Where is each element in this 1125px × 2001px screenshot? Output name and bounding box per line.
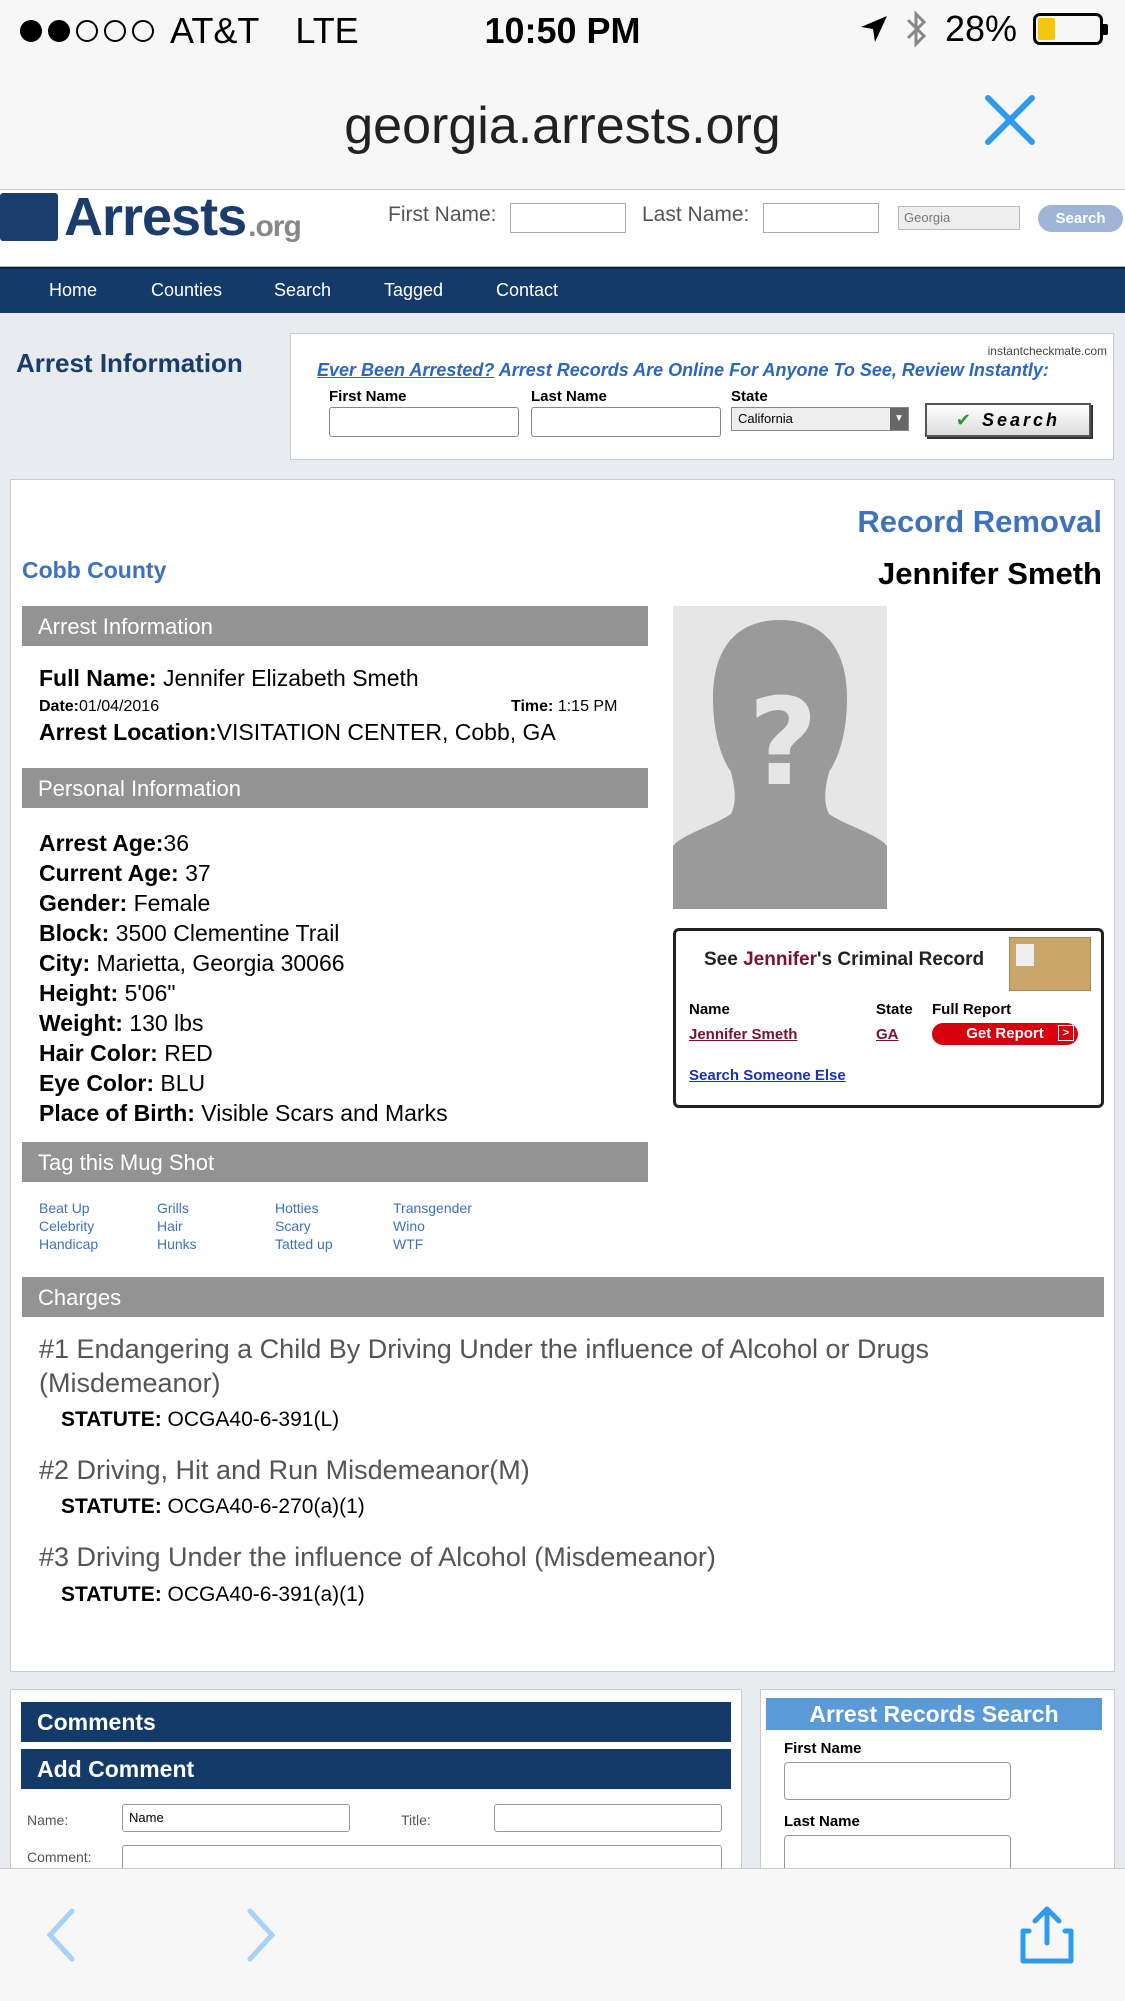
personal-field: Current Age: 37 xyxy=(39,860,211,886)
personal-information-header: Personal Information xyxy=(22,768,648,808)
add-comment-header: Add Comment xyxy=(21,1749,731,1789)
status-bar xyxy=(0,0,1125,62)
bluetooth-icon xyxy=(905,9,929,49)
site-header xyxy=(0,187,1125,267)
comment-name-input[interactable]: Name xyxy=(122,1804,350,1832)
ad-last-name-input[interactable] xyxy=(531,407,721,437)
full-name-value: Jennifer Elizabeth Smeth xyxy=(156,665,419,691)
county-link[interactable]: Cobb County xyxy=(22,557,167,583)
personal-field: Weight: 130 lbs xyxy=(39,1010,204,1036)
logo-main: Arrests xyxy=(64,187,247,247)
record-panel xyxy=(10,479,1115,1672)
mugshot-placeholder xyxy=(673,606,887,909)
logo-suffix: .org xyxy=(248,210,301,243)
forward-icon[interactable] xyxy=(230,1905,290,1965)
unknown-person-icon xyxy=(673,606,887,909)
full-name-label: Full Name: xyxy=(39,665,157,691)
comment-title-label: Title: xyxy=(401,1812,431,1828)
header-first-name-label: First Name: xyxy=(388,203,497,226)
charges-header: Charges xyxy=(22,1277,1104,1317)
criminal-record-title: See Jennifer's Criminal Record xyxy=(704,949,985,970)
ad-first-name-input[interactable] xyxy=(329,407,519,437)
personal-field: Gender: Female xyxy=(39,890,211,916)
record-removal-link[interactable]: Record Removal xyxy=(857,504,1102,539)
browser-toolbar xyxy=(0,1868,1125,2001)
time-field xyxy=(511,698,617,716)
charge-statute: STATUTE: OCGA40-6-270(a)(1) xyxy=(61,1495,365,1518)
ad-state-label: State xyxy=(731,388,768,405)
carrier-name: AT&T xyxy=(170,10,260,51)
comment-title-input[interactable] xyxy=(494,1804,722,1832)
back-icon[interactable] xyxy=(34,1905,94,1965)
close-icon[interactable] xyxy=(980,90,1040,150)
page-title: Arrest Information xyxy=(16,348,243,378)
personal-field: Height: 5'06" xyxy=(39,980,176,1006)
tag-link[interactable]: Hunks xyxy=(157,1236,197,1252)
comment-text-label: Comment: xyxy=(27,1849,92,1865)
header-search-button[interactable]: Search xyxy=(1038,205,1123,232)
site-logo[interactable] xyxy=(0,186,301,248)
folder-icon xyxy=(1009,937,1091,991)
nav-search[interactable]: Search xyxy=(274,280,332,300)
records-search-panel xyxy=(760,1689,1115,1889)
time-value: 1:15 PM xyxy=(553,698,618,715)
tag-link[interactable]: Wino xyxy=(393,1218,425,1234)
logo-badge-icon xyxy=(0,193,58,241)
location-arrow-icon xyxy=(859,14,889,44)
tag-link[interactable]: Tatted up xyxy=(275,1236,333,1252)
ad-tagline-text: Arrest Records Are Online For Anyone To See, Review Instantly: xyxy=(494,360,1049,380)
checkmark-icon: ✔ xyxy=(955,410,975,430)
header-first-name-input[interactable] xyxy=(510,203,626,233)
nav-counties[interactable]: Counties xyxy=(151,280,223,300)
search-someone-else-link[interactable]: Search Someone Else xyxy=(689,1067,846,1084)
share-icon[interactable] xyxy=(1017,1905,1077,1965)
cr-state-link[interactable]: GA xyxy=(876,1026,899,1043)
date-label: Date: xyxy=(39,698,80,715)
tag-link[interactable]: WTF xyxy=(393,1236,424,1252)
nav-contact[interactable]: Contact xyxy=(496,280,559,300)
ad-banner xyxy=(290,333,1114,460)
inmate-name: Jennifer Smeth xyxy=(878,556,1102,591)
clock: 10:50 PM xyxy=(484,10,641,51)
ad-brand: instantcheckmate.com xyxy=(987,344,1107,358)
personal-field: Arrest Age:36 xyxy=(39,830,189,856)
svg-text:?: ? xyxy=(748,674,818,813)
cr-state-header: State xyxy=(876,1001,913,1018)
network-type: LTE xyxy=(295,10,359,51)
charge-statute: STATUTE: OCGA40-6-391(a)(1) xyxy=(61,1583,365,1606)
criminal-record-box xyxy=(673,928,1104,1108)
tag-link[interactable]: Handicap xyxy=(39,1236,99,1252)
status-right xyxy=(859,8,1103,50)
battery-percent: 28% xyxy=(944,8,1017,49)
tag-link[interactable]: Beat Up xyxy=(39,1200,90,1216)
time-label: Time: xyxy=(511,698,554,715)
personal-field: Place of Birth: Visible Scars and Marks xyxy=(39,1100,448,1126)
nav-tagged[interactable]: Tagged xyxy=(384,280,444,300)
browser-url-bar xyxy=(0,62,1125,190)
arrest-information-header: Arrest Information xyxy=(22,606,648,646)
ad-tagline xyxy=(317,360,1049,381)
charge-title: #1 Endangering a Child By Driving Under the influence of Alcohol or Drugs (Misdemeanor) xyxy=(39,1334,930,1398)
tag-link[interactable]: Scary xyxy=(275,1218,311,1234)
tag-link[interactable]: Transgender xyxy=(393,1200,472,1216)
nav-home[interactable]: Home xyxy=(49,280,98,300)
get-report-label: Get Report xyxy=(966,1025,1044,1042)
tag-link[interactable]: Grills xyxy=(157,1200,189,1216)
ad-link[interactable]: Ever Been Arrested? xyxy=(317,360,495,380)
ad-last-name-label: Last Name xyxy=(531,388,607,405)
personal-field: Block: 3500 Clementine Trail xyxy=(39,920,340,946)
ad-search-label: Search xyxy=(982,410,1061,430)
arrest-location-value: VISITATION CENTER, Cobb, GA xyxy=(216,719,556,745)
ad-search-button[interactable] xyxy=(925,403,1091,437)
tag-link[interactable]: Celebrity xyxy=(39,1218,95,1234)
records-search-header: Arrest Records Search xyxy=(766,1698,1102,1730)
comments-header: Comments xyxy=(21,1702,731,1742)
url-text[interactable]: georgia.arrests.org xyxy=(344,97,781,155)
charge-title: #3 Driving Under the influence of Alcohol (Misdemeanor) xyxy=(39,1542,716,1572)
cr-name-link[interactable]: Jennifer Smeth xyxy=(689,1026,798,1043)
header-last-name-label: Last Name: xyxy=(642,203,750,226)
ad-first-name-label: First Name xyxy=(329,388,407,405)
arrest-location-label: Arrest Location: xyxy=(39,719,217,745)
get-report-button[interactable] xyxy=(932,1023,1078,1045)
header-last-name-input[interactable] xyxy=(763,203,879,233)
date-field xyxy=(39,698,159,716)
comments-panel xyxy=(10,1689,742,1889)
rs-first-name-label: First Name xyxy=(784,1740,862,1757)
arrow-right-icon: > xyxy=(1058,1025,1074,1041)
ad-state-select[interactable]: California ▼ xyxy=(731,407,909,431)
rs-last-name-label: Last Name xyxy=(784,1813,860,1830)
arrest-location-field xyxy=(39,719,556,746)
charge-title: #2 Driving, Hit and Run Misdemeanor(M) xyxy=(39,1455,530,1485)
main-nav xyxy=(0,267,1125,313)
personal-field: City: Marietta, Georgia 30066 xyxy=(39,950,345,976)
tag-mugshot-header: Tag this Mug Shot xyxy=(22,1142,648,1182)
tag-link[interactable]: Hair xyxy=(157,1218,183,1234)
comment-name-label: Name: xyxy=(27,1812,69,1828)
charge-statute: STATUTE: OCGA40-6-391(L) xyxy=(61,1408,340,1431)
personal-field: Eye Color: BLU xyxy=(39,1070,206,1096)
battery-icon xyxy=(1033,13,1103,45)
date-value: 01/04/2016 xyxy=(79,698,160,715)
tag-link[interactable]: Hotties xyxy=(275,1200,319,1216)
header-state-select[interactable]: Georgia xyxy=(898,206,1020,230)
rs-first-name-input[interactable] xyxy=(784,1762,1011,1800)
full-name-field xyxy=(39,665,419,692)
cr-report-header: Full Report xyxy=(932,1001,1012,1018)
personal-field: Hair Color: RED xyxy=(39,1040,213,1066)
page-content xyxy=(0,313,1125,1868)
cr-name-header: Name xyxy=(689,1001,730,1018)
